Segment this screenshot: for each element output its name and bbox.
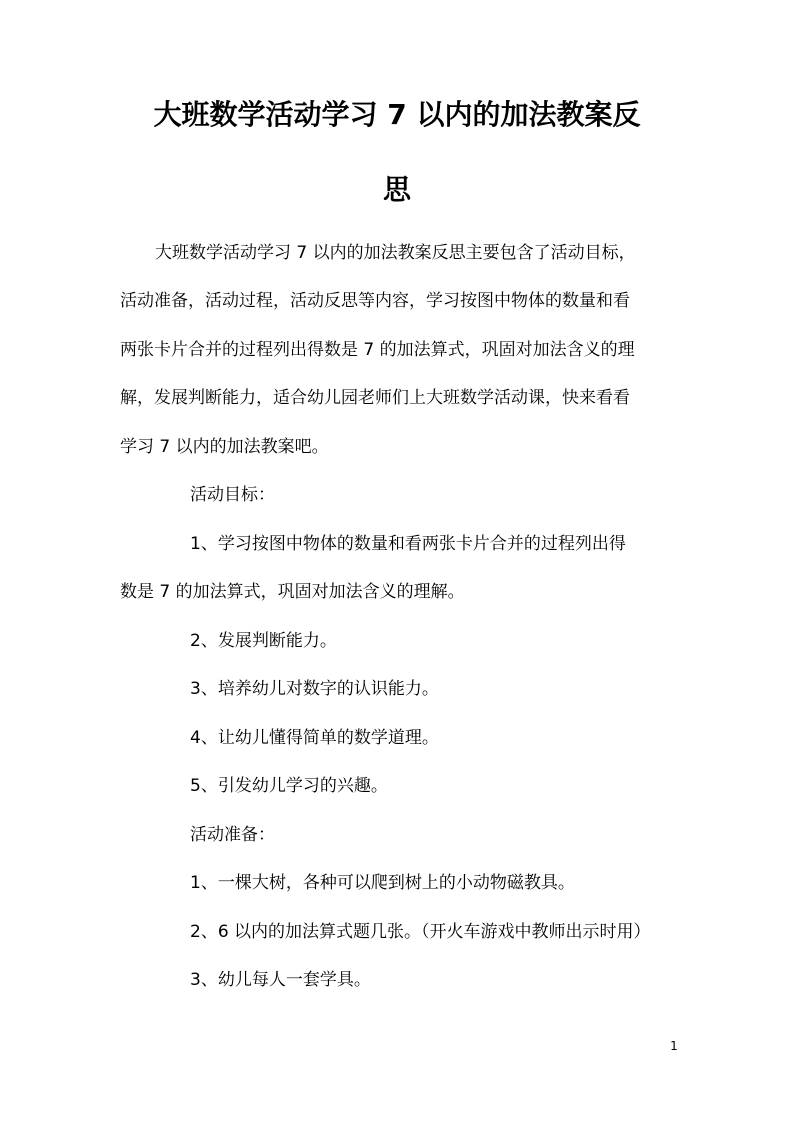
prep-item-1: 1、一棵大树，各种可以爬到树上的小动物磁教具。 [190,873,575,893]
intro-line-4: 解，发展判断能力，适合幼儿园老师们上大班数学活动课，快来看看 [120,388,630,408]
goal-item-1-line-2: 数是 7 的加法算式，巩固对加法含义的理解。 [120,582,465,602]
goal-item-4: 4、让幼儿懂得简单的数学道理。 [190,728,439,748]
intro-line-5: 学习 7 以内的加法教案吧。 [120,437,329,457]
prep-item-2: 2、6 以内的加法算式题几张。（开火车游戏中教师出示时用） [190,922,651,942]
intro-line-3: 两张卡片合并的过程列出得数是 7 的加法算式，巩固对加法含义的理 [120,340,635,360]
prep-heading: 活动准备： [190,825,275,845]
document-title-line-2: 思 [382,173,411,206]
intro-line-2: 活动准备，活动过程，活动反思等内容，学习按图中物体的数量和看 [120,291,630,311]
goal-item-5: 5、引发幼儿学习的兴趣。 [190,776,388,796]
page-number: 1 [670,1039,678,1053]
goals-heading: 活动目标： [190,485,275,505]
intro-line-1: 大班数学活动学习 7 以内的加法教案反思主要包含了活动目标， [155,243,636,263]
goal-item-2: 2、发展判断能力。 [190,631,337,651]
document-title-line-1: 大班数学活动学习 7 以内的加法教案反 [153,98,641,131]
goal-item-1-line-1: 1、学习按图中物体的数量和看两张卡片合并的过程列出得 [190,534,626,554]
prep-item-3: 3、幼儿每人一套学具。 [190,970,371,990]
goal-item-3: 3、培养幼儿对数字的认识能力。 [190,679,439,699]
